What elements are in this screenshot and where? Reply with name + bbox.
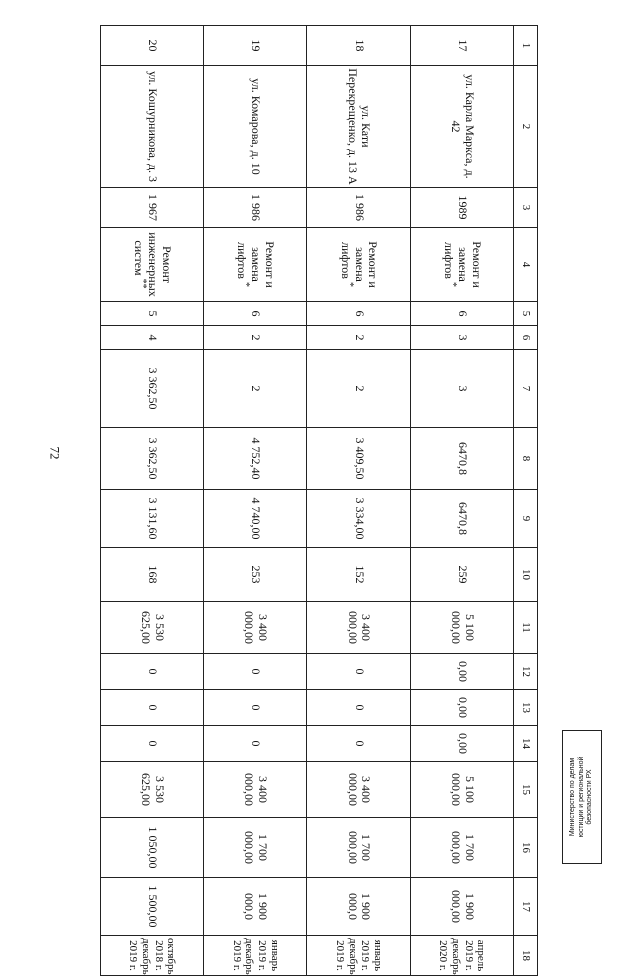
table-row (101, 26, 204, 976)
value-cell: 3 (410, 326, 513, 350)
work-type-cell (204, 228, 307, 302)
value-cell: 5 (101, 302, 204, 326)
header-cell: 3 (514, 188, 538, 228)
value-cell: 4 (101, 326, 204, 350)
header-cell: 12 (514, 654, 538, 690)
value-cell: 3 362,50 (101, 350, 204, 428)
header-cell: 11 (514, 602, 538, 654)
value-cell: 5 100 000,00 (410, 602, 513, 654)
value-cell: 0 (101, 690, 204, 726)
value-cell: 0 (307, 654, 410, 690)
header-cell: 1 (514, 26, 538, 66)
header-cell: 4 (514, 228, 538, 302)
footnote-mark: * (240, 281, 252, 287)
work-type-cell (101, 228, 204, 302)
value-cell: 3 334,00 (307, 490, 410, 548)
value-cell: 3 362,50 (101, 428, 204, 490)
value-cell: 0,00 (410, 654, 513, 690)
work-type-text: Ремонт и замена лифтов (441, 241, 484, 288)
header-cell: 6 (514, 326, 538, 350)
table-row (410, 26, 513, 976)
header-cell: 7 (514, 350, 538, 428)
row-number: 18 (307, 26, 410, 66)
value-cell: 0 (307, 690, 410, 726)
period-cell: апрель 2019 г. декабрь 2020 г. (410, 936, 513, 976)
year-cell: 1 986 (204, 188, 307, 228)
table-row (307, 26, 410, 976)
address-cell: ул. Кошурникова, д. 3 (101, 66, 204, 188)
header-cell: 9 (514, 490, 538, 548)
value-cell: 259 (410, 548, 513, 602)
value-cell: 3 409,50 (307, 428, 410, 490)
value-cell: 3 530 625,00 (101, 762, 204, 818)
footnote-mark: ** (137, 278, 149, 289)
value-cell: 6470,8 (410, 428, 513, 490)
value-cell: 5 100 000,00 (410, 762, 513, 818)
value-cell: 3 (410, 350, 513, 428)
value-cell: 1 050,00 (101, 818, 204, 878)
value-cell: 0 (204, 654, 307, 690)
value-cell: 1 700 000,00 (204, 818, 307, 878)
address-cell: ул. Комарова, д. 10 (204, 66, 307, 188)
header-cell: 17 (514, 878, 538, 936)
value-cell: 2 (307, 350, 410, 428)
row-number: 17 (410, 26, 513, 66)
value-cell: 1 700 000,00 (410, 818, 513, 878)
header-cell: 15 (514, 762, 538, 818)
work-type-text: Ремонт и замена лифтов (235, 241, 278, 288)
value-cell: 0 (204, 690, 307, 726)
stamp-line: безопасности РХ (586, 769, 594, 825)
year-cell: 1 967 (101, 188, 204, 228)
header-cell: 8 (514, 428, 538, 490)
value-cell: 6 (410, 302, 513, 326)
header-cell: 14 (514, 726, 538, 762)
period-cell: октябрь 2018 г. декабрь 2019 г. (101, 936, 204, 976)
value-cell: 6470,8 (410, 490, 513, 548)
row-number: 19 (204, 26, 307, 66)
row-number: 20 (101, 26, 204, 66)
value-cell: 2 (204, 326, 307, 350)
year-cell: 1989 (410, 188, 513, 228)
header-cell: 10 (514, 548, 538, 602)
value-cell: 1 900 000,0 (204, 878, 307, 936)
value-cell: 253 (204, 548, 307, 602)
value-cell: 6 (307, 302, 410, 326)
header-cell: 5 (514, 302, 538, 326)
year-cell: 1 986 (307, 188, 410, 228)
period-cell: январь 2019 г. декабрь 2019 г. (307, 936, 410, 976)
value-cell: 1 900 000,0 (307, 878, 410, 936)
repair-schedule-table (100, 25, 538, 976)
table-row (204, 26, 307, 976)
header-cell: 16 (514, 818, 538, 878)
ministry-stamp (562, 730, 602, 864)
value-cell: 3 400 000,00 (307, 762, 410, 818)
work-type-text: Ремонт и замена лифтов (338, 241, 381, 288)
value-cell: 0 (204, 726, 307, 762)
work-type-cell (307, 228, 410, 302)
period-cell: январь 2019 г. декабрь 2019 г. (204, 936, 307, 976)
value-cell: 0 (307, 726, 410, 762)
value-cell: 1 500,00 (101, 878, 204, 936)
work-type-text: Ремонт инженерных систем (132, 232, 174, 297)
header-cell: 2 (514, 66, 538, 188)
value-cell: 3 400 000,00 (204, 762, 307, 818)
stamp-line: Министерство по делам (569, 757, 577, 837)
value-cell: 1 900 000,00 (410, 878, 513, 936)
value-cell: 4 740,00 (204, 490, 307, 548)
address-cell: ул. Карла Маркса, д. 42 (410, 66, 513, 188)
header-cell: 18 (514, 936, 538, 976)
value-cell: 0 (101, 654, 204, 690)
value-cell: 168 (101, 548, 204, 602)
value-cell: 4 752,40 (204, 428, 307, 490)
address-cell: ул. Кати Перекрещенко, д. 13 А (307, 66, 410, 188)
value-cell: 0,00 (410, 726, 513, 762)
table-area (100, 25, 538, 975)
value-cell: 3 530 625,00 (101, 602, 204, 654)
value-cell: 2 (204, 350, 307, 428)
value-cell: 6 (204, 302, 307, 326)
page-number: 72 (47, 446, 63, 460)
value-cell: 3 400 000,00 (204, 602, 307, 654)
value-cell: 152 (307, 548, 410, 602)
value-cell: 2 (307, 326, 410, 350)
value-cell: 0 (101, 726, 204, 762)
header-cell: 13 (514, 690, 538, 726)
value-cell: 3 131,60 (101, 490, 204, 548)
value-cell: 3 400 000,00 (307, 602, 410, 654)
stamp-line: юстиции и региональной (577, 756, 585, 838)
work-type-cell (410, 228, 513, 302)
footnote-mark: * (446, 281, 458, 287)
footnote-mark: * (343, 281, 355, 287)
value-cell: 1 700 000,00 (307, 818, 410, 878)
value-cell: 0,00 (410, 690, 513, 726)
